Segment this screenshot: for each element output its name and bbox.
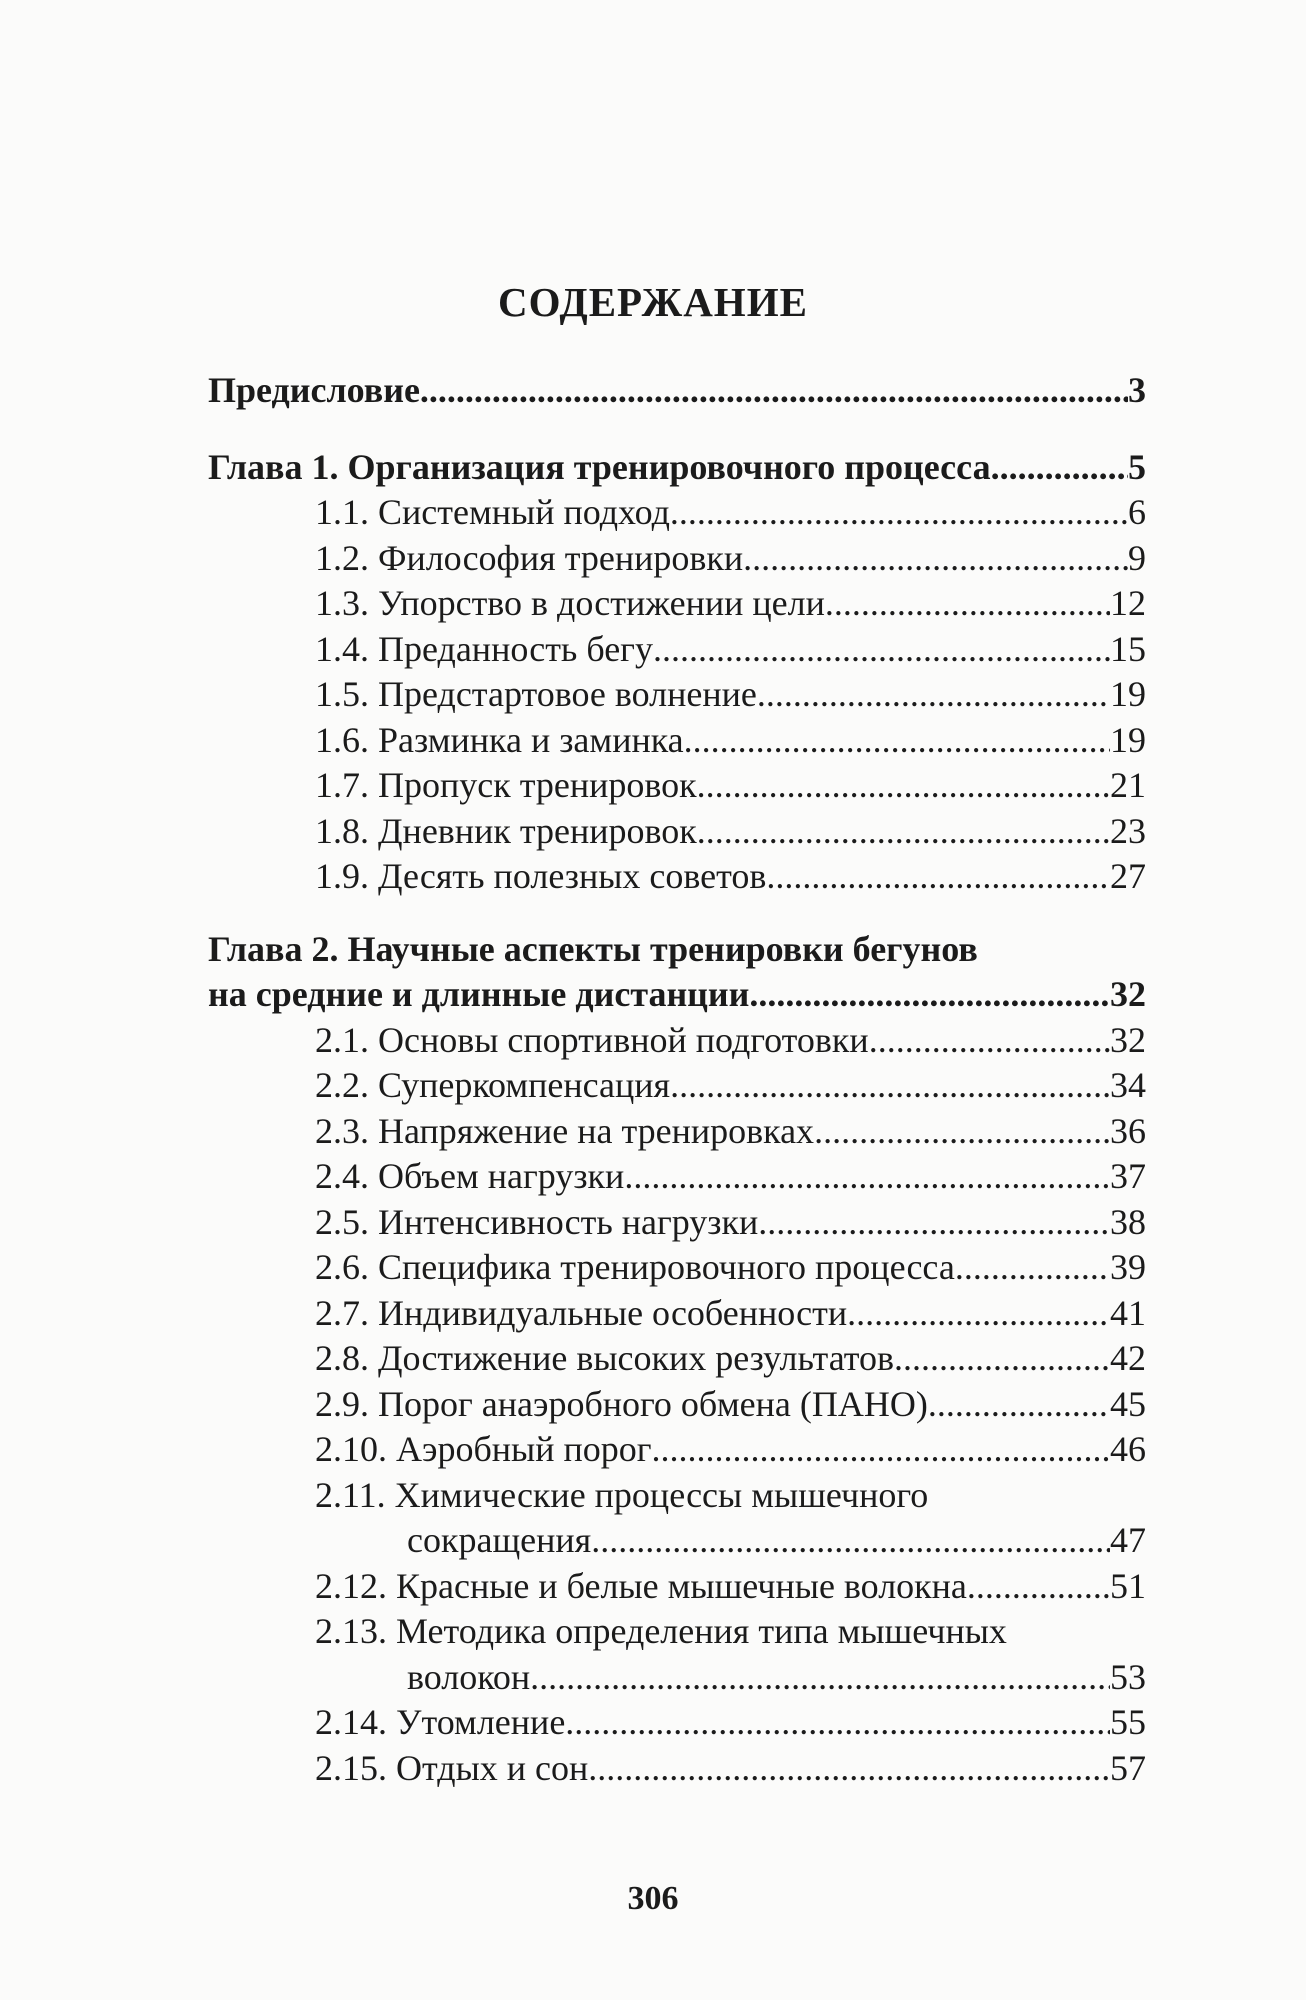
toc-entry-title: 1.3. Упорство в достижении цели [315,583,825,623]
toc-entry-page: 9 [1128,537,1146,578]
toc-entry-title: 2.6. Специфика тренировочного процесса [315,1247,955,1287]
toc-entry-chapter-1[interactable] [208,445,1146,491]
toc-entry-title: 1.1. Системный подход [315,492,670,532]
toc-entry-page: 19 [1110,674,1146,714]
toc-entry-title: волокон [407,1656,531,1697]
toc-entry-page: 47 [1110,1520,1146,1560]
toc-entry-1-5[interactable] [208,672,1146,718]
toc-entry-title: 2.7. Индивидуальные особенности [315,1292,848,1333]
toc-entry-page: 57 [1110,1747,1146,1788]
toc-entry-page: 12 [1110,583,1146,623]
toc-entry-title: 1.5. Предстартовое волнение [315,674,757,714]
dot-leader [697,763,1110,809]
toc-entry-1-1[interactable] [208,490,1146,536]
toc-entry-preface[interactable] [208,368,1146,414]
dot-leader [684,718,1110,764]
toc-entry-page: 51 [1110,1565,1146,1606]
toc-entry-page: 39 [1110,1247,1146,1287]
toc-entry-page: 55 [1110,1702,1146,1742]
toc-entry-title: 2.5. Интенсивность нагрузки [315,1201,759,1242]
toc-entry-title: 2.14. Утомление [315,1702,566,1742]
dot-leader [766,854,1110,900]
toc-entry-page: 45 [1110,1383,1146,1424]
dot-leader [420,368,1128,414]
toc-entry-page: 23 [1110,810,1146,851]
toc-entry-page: 46 [1110,1429,1146,1469]
toc-entry-2-7[interactable] [208,1291,1146,1337]
dot-leader [967,1564,1110,1610]
dot-leader [928,1382,1110,1428]
toc-entry-page: 53 [1110,1656,1146,1697]
dot-leader [653,627,1110,673]
toc-entry-title: 1.8. Дневник тренировок [315,810,697,851]
toc-entry-2-4[interactable] [208,1154,1146,1200]
table-of-contents [208,368,1146,1791]
toc-entry-2-9[interactable] [208,1382,1146,1428]
toc-entry-page: 41 [1110,1292,1146,1333]
dot-leader [814,1109,1110,1155]
toc-entry-page: 37 [1110,1156,1146,1196]
toc-entry-page: 42 [1110,1338,1146,1378]
toc-entry-2-13-line1[interactable]: 2.13. Методика определения типа мышечных [315,1611,1007,1651]
toc-entry-title: 1.9. Десять полезных советов [315,856,767,896]
toc-chapter-2-title-line1[interactable]: Глава 2. Научные аспекты тренировки бегунов [208,928,978,969]
toc-entry-title: Глава 1. Организация тренировочного процесса [208,446,991,487]
dot-leader [847,1291,1110,1337]
dot-leader [624,1154,1110,1200]
toc-entry-page: 19 [1110,719,1146,760]
toc-entry-title: 1.2. Философия тренировки [315,537,744,578]
toc-entry-1-4[interactable] [208,627,1146,673]
toc-entry-title: 2.2. Суперкомпенсация [315,1065,671,1105]
dot-leader [991,445,1128,491]
dot-leader [743,536,1128,582]
toc-entry-title: Предисловие [208,370,420,410]
toc-entry-page: 15 [1110,628,1146,669]
toc-entry-title: 2.3. Напряжение на тренировках [315,1110,815,1151]
dot-leader [652,1427,1110,1473]
toc-entry-page: 34 [1110,1065,1146,1105]
toc-entry-title: 2.4. Объем нагрузки [315,1156,625,1196]
toc-entry-2-13[interactable] [208,1655,1146,1701]
toc-entry-page: 3 [1128,370,1146,410]
toc-entry-2-6[interactable] [208,1245,1146,1291]
toc-entry-title: 2.15. Отдых и сон [315,1747,589,1788]
dot-leader [670,1063,1110,1109]
toc-entry-page: 38 [1110,1201,1146,1242]
dot-leader [757,672,1110,718]
toc-entry-title: 1.4. Преданность бегу [315,628,653,669]
toc-entry-2-8[interactable] [208,1336,1146,1382]
dot-leader [825,581,1110,627]
toc-entry-title: 2.8. Достижение высоких результатов [315,1338,895,1378]
toc-entry-title: 2.10. Аэробный порог [315,1429,652,1469]
toc-entry-chapter-2[interactable] [208,972,1146,1018]
toc-entry-page: 27 [1110,856,1146,896]
toc-entry-2-11-line1[interactable]: 2.11. Химические процессы мышечного [315,1474,929,1515]
dot-leader [588,1746,1110,1792]
dot-leader [869,1018,1110,1064]
toc-entry-page: 6 [1128,492,1146,532]
toc-entry-1-6[interactable] [208,718,1146,764]
dot-leader [749,972,1110,1018]
toc-entry-title: 1.6. Разминка и заминка [315,719,684,760]
dot-leader [670,490,1128,536]
toc-entry-title: 1.7. Пропуск тренировок [315,765,697,805]
toc-entry-2-5[interactable] [208,1200,1146,1246]
toc-entry-2-15[interactable] [208,1746,1146,1792]
toc-entry-2-3[interactable] [208,1109,1146,1155]
toc-entry-title: на средние и длинные дистанции [208,974,750,1014]
dot-leader [530,1655,1110,1701]
page-title: СОДЕРЖАНИЕ [498,279,808,325]
toc-entry-1-2[interactable] [208,536,1146,582]
toc-entry-page: 32 [1110,1019,1146,1060]
toc-entry-page: 36 [1110,1110,1146,1151]
dot-leader [894,1336,1110,1382]
toc-entry-title: сокращения [407,1520,592,1560]
dot-leader [591,1518,1110,1564]
toc-entry-page: 21 [1110,765,1146,805]
dot-leader [955,1245,1110,1291]
toc-entry-page: 5 [1128,446,1146,487]
toc-entry-2-10[interactable] [208,1427,1146,1473]
toc-entry-title: 2.12. Красные и белые мышечные волокна [315,1565,967,1606]
toc-entry-1-9[interactable] [208,854,1146,900]
toc-entry-2-11[interactable] [208,1518,1146,1564]
dot-leader [697,809,1110,855]
toc-entry-page: 32 [1110,974,1146,1014]
dot-leader [758,1200,1110,1246]
toc-entry-2-2[interactable] [208,1063,1146,1109]
toc-entry-2-1[interactable] [208,1018,1146,1064]
toc-entry-1-8[interactable] [208,809,1146,855]
toc-entry-1-3[interactable] [208,581,1146,627]
toc-entry-title: 2.1. Основы спортивной подготовки [315,1019,869,1060]
toc-entry-title: 2.9. Порог анаэробного обмена (ПАНО) [315,1383,928,1424]
page-number: 306 [627,1880,679,1917]
dot-leader [565,1700,1110,1746]
toc-entry-2-14[interactable] [208,1700,1146,1746]
toc-entry-2-12[interactable] [208,1564,1146,1610]
toc-entry-1-7[interactable] [208,763,1146,809]
